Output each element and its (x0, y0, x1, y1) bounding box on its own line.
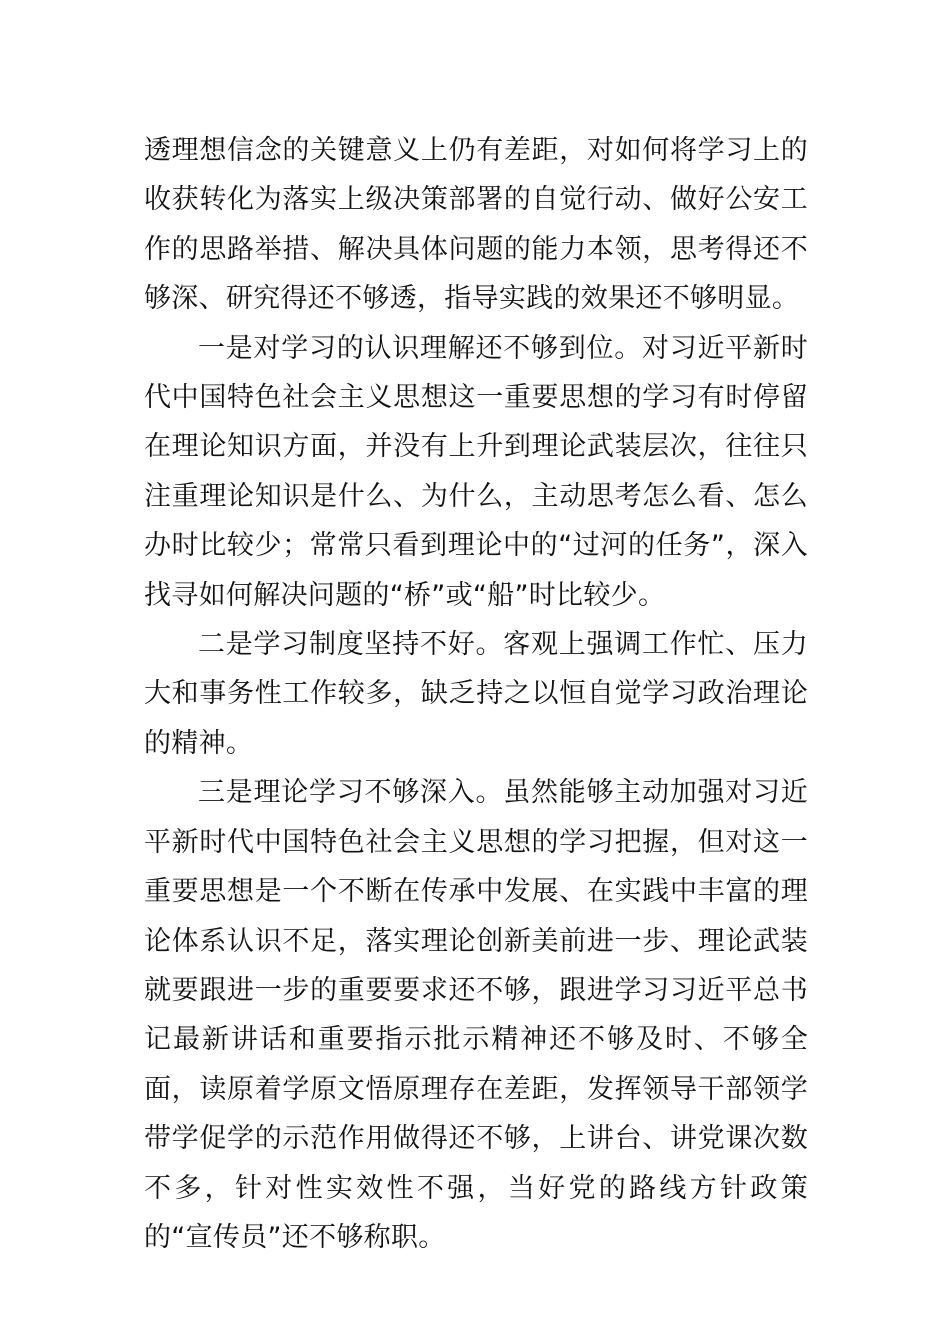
paragraph-continuation: 透理想信念的关键意义上仍有差距，对如何将学习上的收获转化为落实上级决策部署的自觉行动、做好公安工作的思路举措、解决具体问题的能力本领，思考得还不够深、研究得还不够透，指导实践的效果还不够明显。 (144, 135, 808, 315)
paragraph-point-three: 三是理论学习不够深入。虽然能够主动加强对习近平新时代中国特色社会主义思想的学习把握，但对这一重要思想是一个不断在传承中发展、在实践中丰富的理论体系认识不足，落实理论创新美前进一步、理论武装就要跟进一步的重要要求还不够，跟进学习习近平总书记最新讲话和重要指示批示精神还不够及时、不够全面，读原着学原文悟原理存在差距，发挥领导干部领学带学促学的示范作用做得还不够，上讲台、讲党课次数不多，针对性实效性不强，当好党的路线方针政策的“宣传员”还不够称职。 (144, 777, 808, 1253)
document-body (144, 126, 808, 1262)
paragraph-point-two: 二是学习制度坚持不好。客观上强调工作忙、压力大和事务性工作较多，缺乏持之以恒自觉学习政治理论的精神。 (144, 629, 808, 759)
paragraph-point-one: 一是对学习的认识理解还不够到位。对习近平新时代中国特色社会主义思想这一重要思想的学习有时停留在理论知识方面，并没有上升到理论武装层次，往往只注重理论知识是什么、为什么，主动思考怎么看、怎么办时比较少；常常只看到理论中的“过河的任务”，深入找寻如何解决问题的“桥”或“船”时比较少。 (144, 332, 808, 611)
